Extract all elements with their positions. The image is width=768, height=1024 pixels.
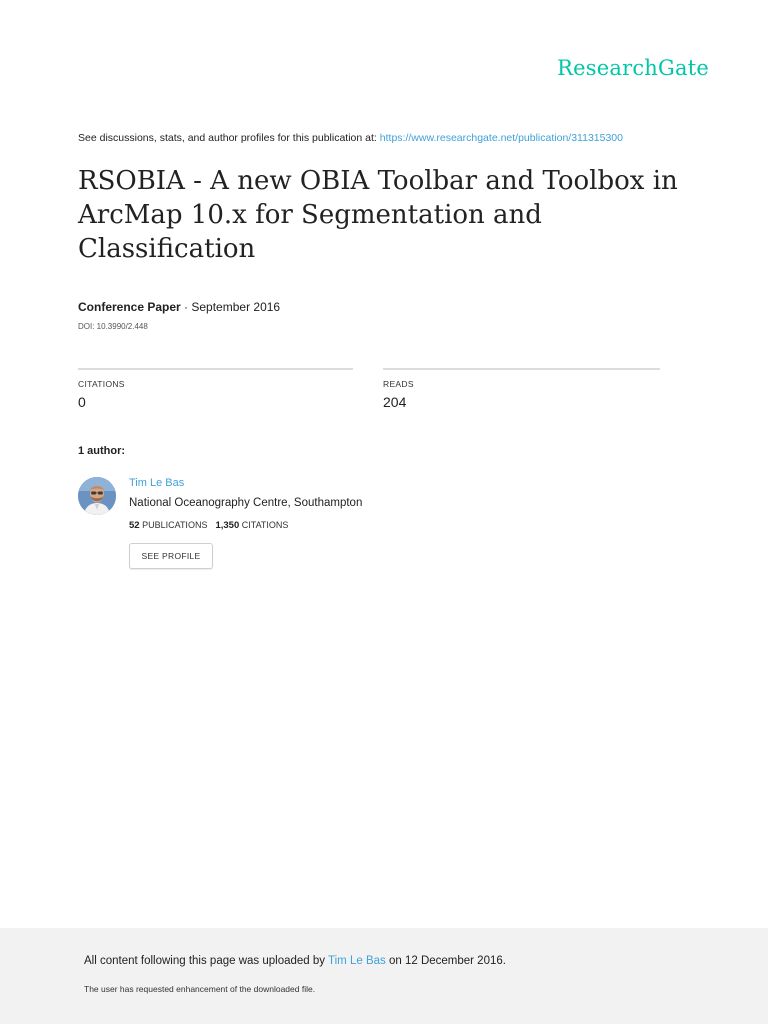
author-institution: National Oceanography Centre, Southampton (129, 497, 363, 509)
author-photo-icon (78, 477, 116, 515)
author-citations-count: 1,350 (215, 520, 240, 531)
publication-date: September 2016 (191, 300, 281, 314)
publication-link[interactable]: https://www.researchgate.net/publication/311315300 (379, 132, 623, 144)
upload-notice-suffix: on 12 December 2016. (388, 955, 506, 967)
reads-label: READS (383, 379, 414, 389)
author-publications-count: 52 (129, 520, 140, 531)
upload-notice (84, 955, 506, 967)
author-stats (129, 520, 288, 531)
author-citations-label: CITATIONS (241, 520, 289, 530)
author-name-link[interactable]: Tim Le Bas (129, 477, 185, 489)
publication-link-prefix: See discussions, stats, and author profiles for this publication at: (78, 132, 377, 144)
author-publications-label: PUBLICATIONS (142, 520, 208, 530)
publication-doi: DOI: 10.3990/2.448 (78, 322, 148, 331)
author-avatar[interactable] (78, 477, 116, 515)
authors-heading: 1 author: (78, 445, 126, 457)
citations-label: CITATIONS (78, 379, 125, 389)
citations-value: 0 (78, 394, 86, 410)
reads-value: 204 (383, 394, 407, 410)
see-profile-button[interactable]: SEE PROFILE (129, 543, 213, 569)
publication-link-line (78, 132, 623, 144)
publication-title: RSOBIA - A new OBIA Toolbar and Toolbox in ArcMap 10.x for Segmentation and Classification (78, 166, 678, 264)
reads-stat (383, 368, 660, 410)
footer (0, 928, 768, 1024)
meta-separator: · (180, 300, 192, 314)
citations-stat (78, 368, 353, 410)
publication-meta (78, 300, 280, 314)
researchgate-logo[interactable]: ResearchGate (557, 56, 709, 80)
upload-notice-prefix: All content following this page was uploaded by (84, 955, 326, 967)
enhancement-note: The user has requested enhancement of the downloaded file. (84, 984, 316, 994)
publication-type: Conference Paper (78, 300, 181, 314)
uploader-link[interactable]: Tim Le Bas (328, 955, 386, 967)
